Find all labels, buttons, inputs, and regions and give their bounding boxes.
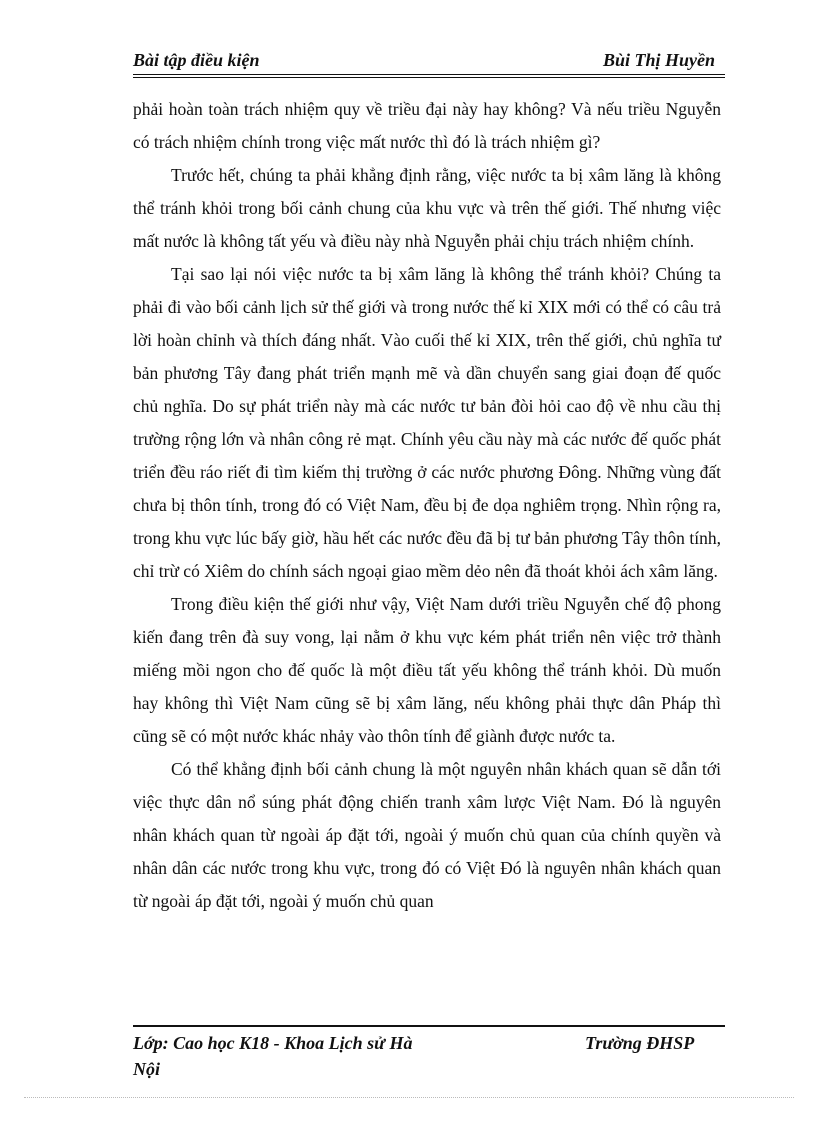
footer-school: Trường ĐHSP (585, 1033, 695, 1053)
paragraph: Trong điều kiện thế giới như vậy, Việt Nam dưới triều Nguyễn chế độ phong kiến đang trên đà suy vong, lại nằm ở khu vực kém phát triển nên việc trở thành miếng mồi ngon cho đế quốc là một điều tất yếu không thể tránh khỏi. Dù muốn hay không thì Việt Nam cũng sẽ bị xâm lăng, nếu không phải thực dân Pháp thì cũng sẽ có một nước khác nhảy vào thôn tính để giành được nước ta. (133, 594, 721, 746)
header-rule-secondary (133, 77, 725, 78)
header-rule (133, 74, 725, 75)
footer-rule (133, 1025, 725, 1027)
page-boundary (24, 1097, 794, 1098)
footer-class-info: Lớp: Cao học K18 - Khoa Lịch sử Hà Nội (133, 1033, 413, 1079)
header-title: Bài tập điều kiện (133, 50, 260, 70)
paragraph: Trước hết, chúng ta phải khẳng định rằng, việc nước ta bị xâm lăng là không thể tránh khỏi trong bối cảnh chung của khu vực và trên thế giới. Thế nhưng việc mất nước là không tất yếu và điều này nhà Nguyễn phải chịu trách nhiệm chính. (133, 165, 721, 251)
paragraph: Có thể khẳng định bối cảnh chung là một nguyên nhân khách quan sẽ dẫn tới việc thực dân nổ súng phát động chiến tranh xâm lược Việt Nam. Đó là nguyên nhân khách quan từ ngoài áp đặt tới, ngoài ý muốn chủ quan của chính quyền và nhân dân các nước trong khu vực, trong đó có Việt Đó là nguyên nhân khách quan từ ngoài áp đặt tới, ngoài ý muốn chủ quan (133, 759, 721, 911)
document-body (133, 93, 721, 918)
header-author: Bùi Thị Huyền (602, 50, 715, 70)
paragraph: phải hoàn toàn trách nhiệm quy về triều đại này hay không? Và nếu triều Nguyễn có trách nhiệm chính trong việc mất nước thì đó là trách nhiệm gì? (133, 99, 721, 152)
paragraph: Tại sao lại nói việc nước ta bị xâm lăng là không thể tránh khỏi? Chúng ta phải đi vào bối cảnh lịch sử thế giới và trong nước thế kỉ XIX mới có thể có câu trả lời hoàn chỉnh và thích đáng nhất. Vào cuối thế kỉ XIX, trên thế giới, chủ nghĩa tư bản phương Tây đang phát triển mạnh mẽ và dần chuyển sang giai đoạn đế quốc chủ nghĩa. Do sự phát triển này mà các nước tư bản đòi hỏi cao độ về nhu cầu thị trường rộng lớn và nhân công rẻ mạt. Chính yêu cầu này mà các nước đế quốc phát triển đều ráo riết đi tìm kiếm thị trường ở các nước phương Đông. Những vùng đất chưa bị thôn tính, trong đó có Việt Nam, đều bị đe dọa nghiêm trọng. Nhìn rộng ra, trong khu vực lúc bấy giờ, hầu hết các nước đều đã bị tư bản phương Tây thôn tính, chỉ trừ có Xiêm do chính sách ngoại giao mềm dẻo nên đã thoát khỏi ách xâm lăng. (133, 264, 721, 581)
page-header (133, 48, 725, 74)
